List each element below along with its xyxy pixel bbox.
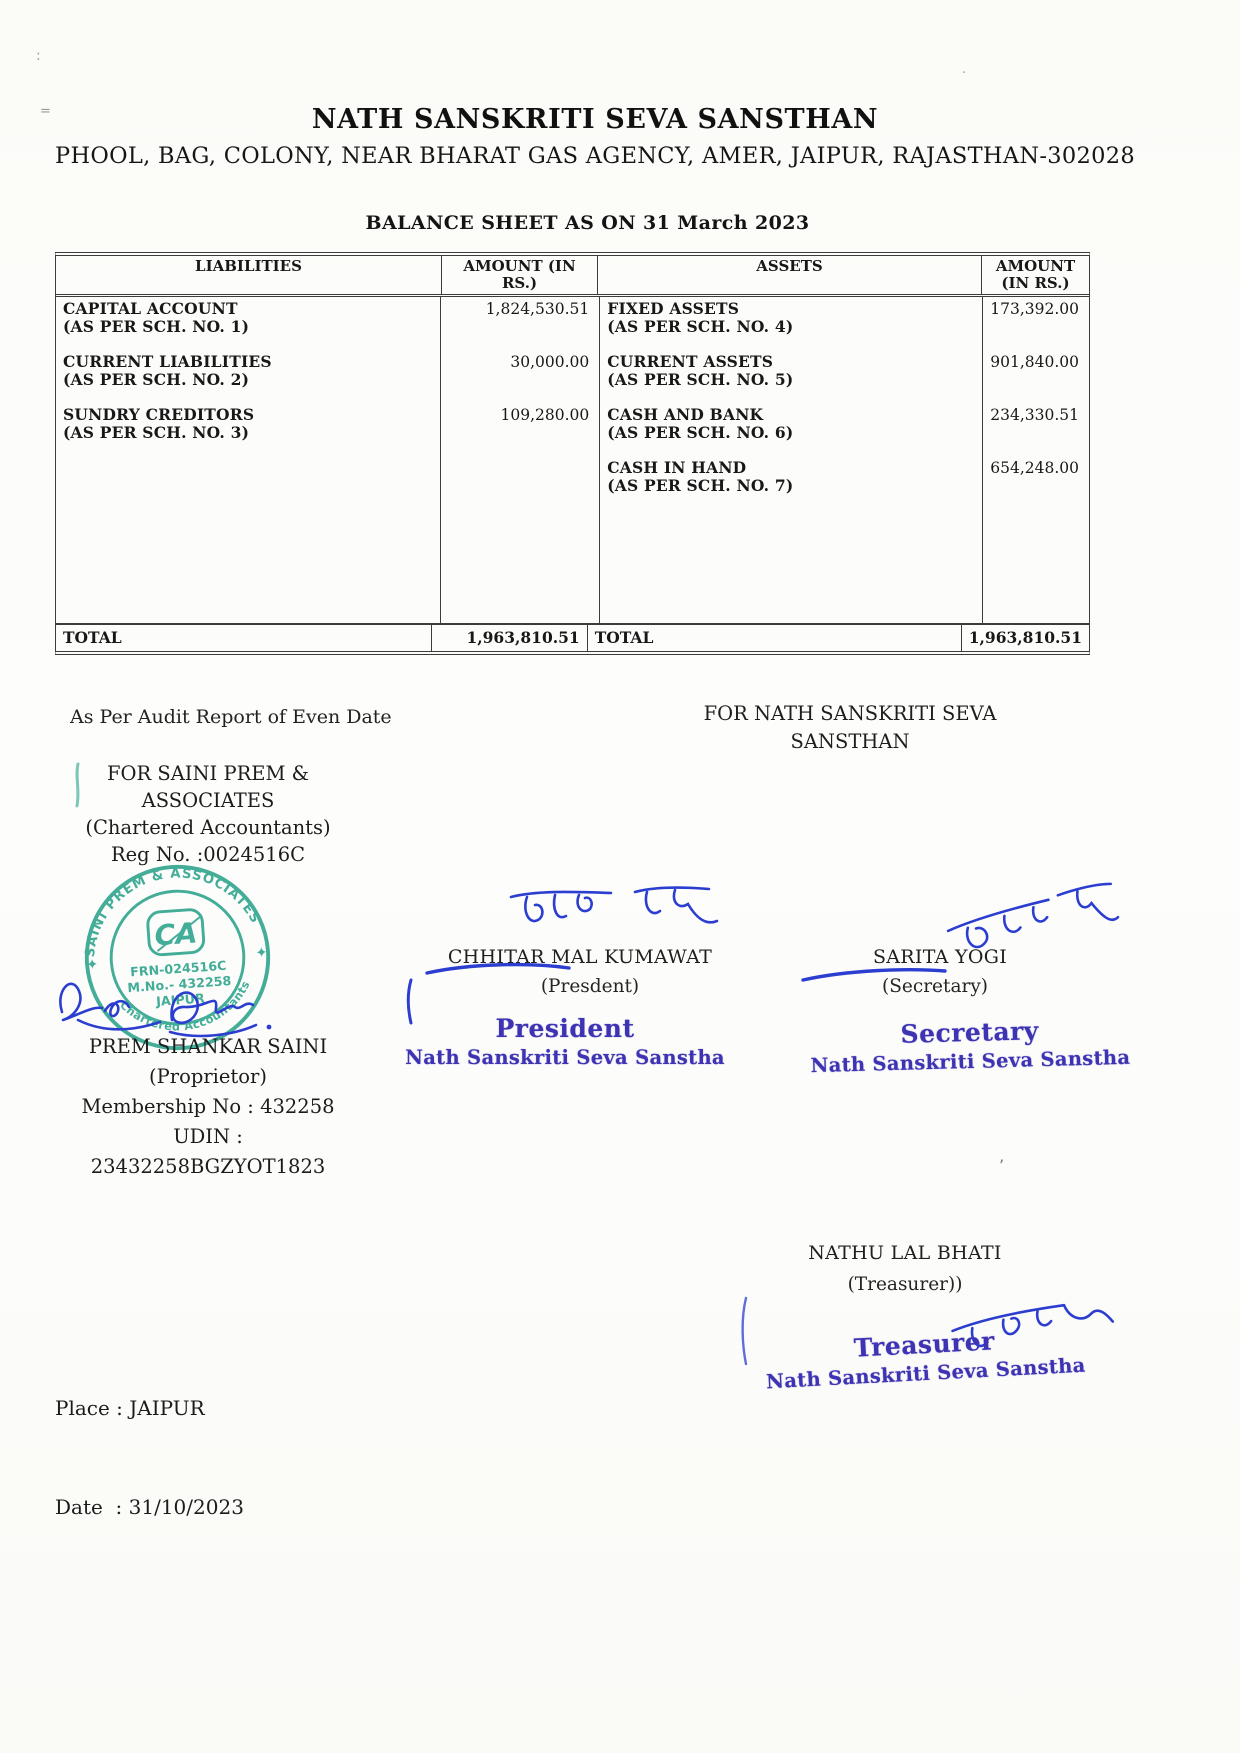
udin-value: 23432258BGZYOT1823	[90, 1155, 326, 1178]
asset-amount: 654,248.00	[990, 459, 1079, 477]
liability-amount: 30,000.00	[510, 353, 590, 371]
treasurer-stamp-org: Nath Sanskriti Seva Sanstha	[765, 1353, 1087, 1394]
liability-item	[63, 406, 433, 442]
asset-item	[607, 353, 975, 389]
scan-artifact: .	[962, 62, 967, 77]
stamp-star-right-icon: ✦	[254, 944, 269, 962]
stamp-star-left-icon: ✦	[85, 955, 99, 974]
liability-schedule: (AS PER SCH. NO. 1)	[63, 317, 250, 336]
liability-name: CURRENT LIABILITIES	[63, 352, 272, 371]
date-line: Date : 31/10/2023	[55, 1495, 244, 1519]
president-stamp-title: President	[495, 1014, 635, 1043]
liability-item	[63, 353, 433, 389]
secretary-name: SARITA YOGI	[872, 946, 1008, 968]
for-organization-line1: FOR NATH SANSKRITI SEVA	[703, 702, 997, 725]
liability-name: SUNDRY CREDITORS	[63, 405, 255, 424]
firm-name-line2: ASSOCIATES	[141, 789, 275, 812]
asset-amount: 234,330.51	[990, 406, 1079, 424]
president-name: CHHITAR MAL KUMAWAT	[447, 946, 713, 968]
auditor-firm-block	[58, 760, 358, 868]
secretary-role: (Secretary)	[882, 976, 988, 997]
proprietor-role: (Proprietor)	[149, 1065, 267, 1088]
for-organization-line2: SANSTHAN	[790, 730, 910, 753]
liability-amount: 109,280.00	[500, 406, 590, 424]
firm-designation: (Chartered Accountants)	[85, 816, 331, 839]
asset-name: CASH AND BANK	[607, 405, 764, 424]
scan-artifact: ’	[999, 1156, 1005, 1175]
president-role: (Presdent)	[540, 976, 640, 997]
treasurer-stamp	[744, 1321, 1106, 1395]
place-date-block	[55, 1326, 244, 1590]
asset-item	[607, 300, 975, 336]
column-header-assets: ASSETS	[597, 256, 981, 294]
stamp-frn: FRN-024516C	[129, 957, 227, 980]
asset-name: CASH IN HAND	[607, 458, 747, 477]
asset-item	[607, 459, 975, 495]
asset-amount: 173,392.00	[990, 300, 1079, 318]
assets-column	[599, 297, 982, 623]
liability-item	[63, 300, 433, 336]
auditor-person-block	[50, 1032, 366, 1182]
column-header-assets-amount: AMOUNT (IN RS.)	[981, 256, 1089, 294]
scan-artifact: :	[36, 48, 41, 64]
asset-amount: 901,840.00	[990, 353, 1079, 371]
firm-registration: Reg No. :0024516C	[110, 843, 306, 866]
audit-report-note: As Per Audit Report of Even Date	[70, 706, 392, 728]
liability-name: CAPITAL ACCOUNT	[63, 299, 238, 318]
stamp-membership-no: M.No.- 432258	[126, 973, 232, 996]
column-header-liabilities-amount: AMOUNT (IN RS.)	[441, 256, 597, 294]
secretary-stamp	[784, 1013, 1155, 1078]
ca-monogram: CA	[153, 916, 199, 953]
liability-amount: 1,824,530.51	[485, 300, 590, 318]
treasurer-stamp-title: Treasurer	[853, 1326, 996, 1363]
total-label-assets: TOTAL	[587, 625, 961, 651]
total-assets-amount: 1,963,810.51	[961, 625, 1089, 651]
table-header-row	[56, 256, 1089, 297]
secretary-stamp-title: Secretary	[900, 1016, 1040, 1049]
stamp-arc-bottom-text: Chartered Accountants	[117, 978, 253, 1034]
president-stamp-org: Nath Sanskriti Seva Sanstha	[405, 1046, 725, 1069]
balance-sheet-table	[55, 252, 1090, 655]
asset-schedule: (AS PER SCH. NO. 7)	[607, 476, 794, 495]
firm-name-line1: FOR SAINI PREM &	[106, 762, 310, 785]
total-liabilities-amount: 1,963,810.51	[431, 625, 587, 651]
liabilities-column	[56, 297, 440, 623]
asset-item	[607, 406, 975, 442]
membership-number: Membership No : 432258	[81, 1095, 335, 1118]
stamp-arc-top-text: SAINI PREM & ASSOCIATES	[82, 866, 263, 958]
proprietor-name: PREM SHANKAR SAINI	[88, 1035, 328, 1058]
asset-schedule: (AS PER SCH. NO. 4)	[607, 317, 794, 336]
scan-artifact: =	[40, 104, 51, 119]
statement-title: BALANCE SHEET AS ON 31 March 2023	[365, 212, 810, 234]
letterhead	[25, 104, 1165, 169]
organization-name: NATH SANSKRITI SEVA SANSTHAN	[311, 104, 879, 135]
proprietor-signature	[48, 964, 318, 1042]
assets-amount-column	[982, 297, 1089, 623]
liabilities-amount-column	[440, 297, 599, 623]
asset-name: CURRENT ASSETS	[607, 352, 774, 371]
table-total-row	[56, 623, 1089, 651]
place-line: Place : JAIPUR	[55, 1396, 205, 1420]
organization-address: PHOOL, BAG, COLONY, NEAR BHARAT GAS AGENCY, AMER, JAIPUR, RAJASTHAN-302028	[55, 143, 1135, 169]
column-header-liabilities: LIABILITIES	[195, 257, 302, 275]
asset-name: FIXED ASSETS	[607, 299, 740, 318]
for-organization-heading	[700, 700, 1000, 756]
president-signature	[505, 880, 723, 944]
liability-schedule: (AS PER SCH. NO. 2)	[63, 370, 250, 389]
stamp-city: JAIPUR	[155, 990, 206, 1009]
liability-schedule: (AS PER SCH. NO. 3)	[63, 423, 250, 442]
president-stamp	[400, 1014, 730, 1069]
secretary-stamp-org: Nath Sanskriti Seva Sanstha	[810, 1045, 1131, 1078]
treasurer-name: NATHU LAL BHATI	[808, 1242, 1002, 1264]
total-label-liabilities: TOTAL	[63, 628, 122, 647]
asset-schedule: (AS PER SCH. NO. 5)	[607, 370, 794, 389]
udin-label: UDIN :	[173, 1125, 243, 1148]
stamp-smudge	[72, 762, 86, 810]
asset-schedule: (AS PER SCH. NO. 6)	[607, 423, 794, 442]
table-body-row	[56, 297, 1089, 623]
treasurer-role: (Treasurer))	[847, 1274, 963, 1295]
